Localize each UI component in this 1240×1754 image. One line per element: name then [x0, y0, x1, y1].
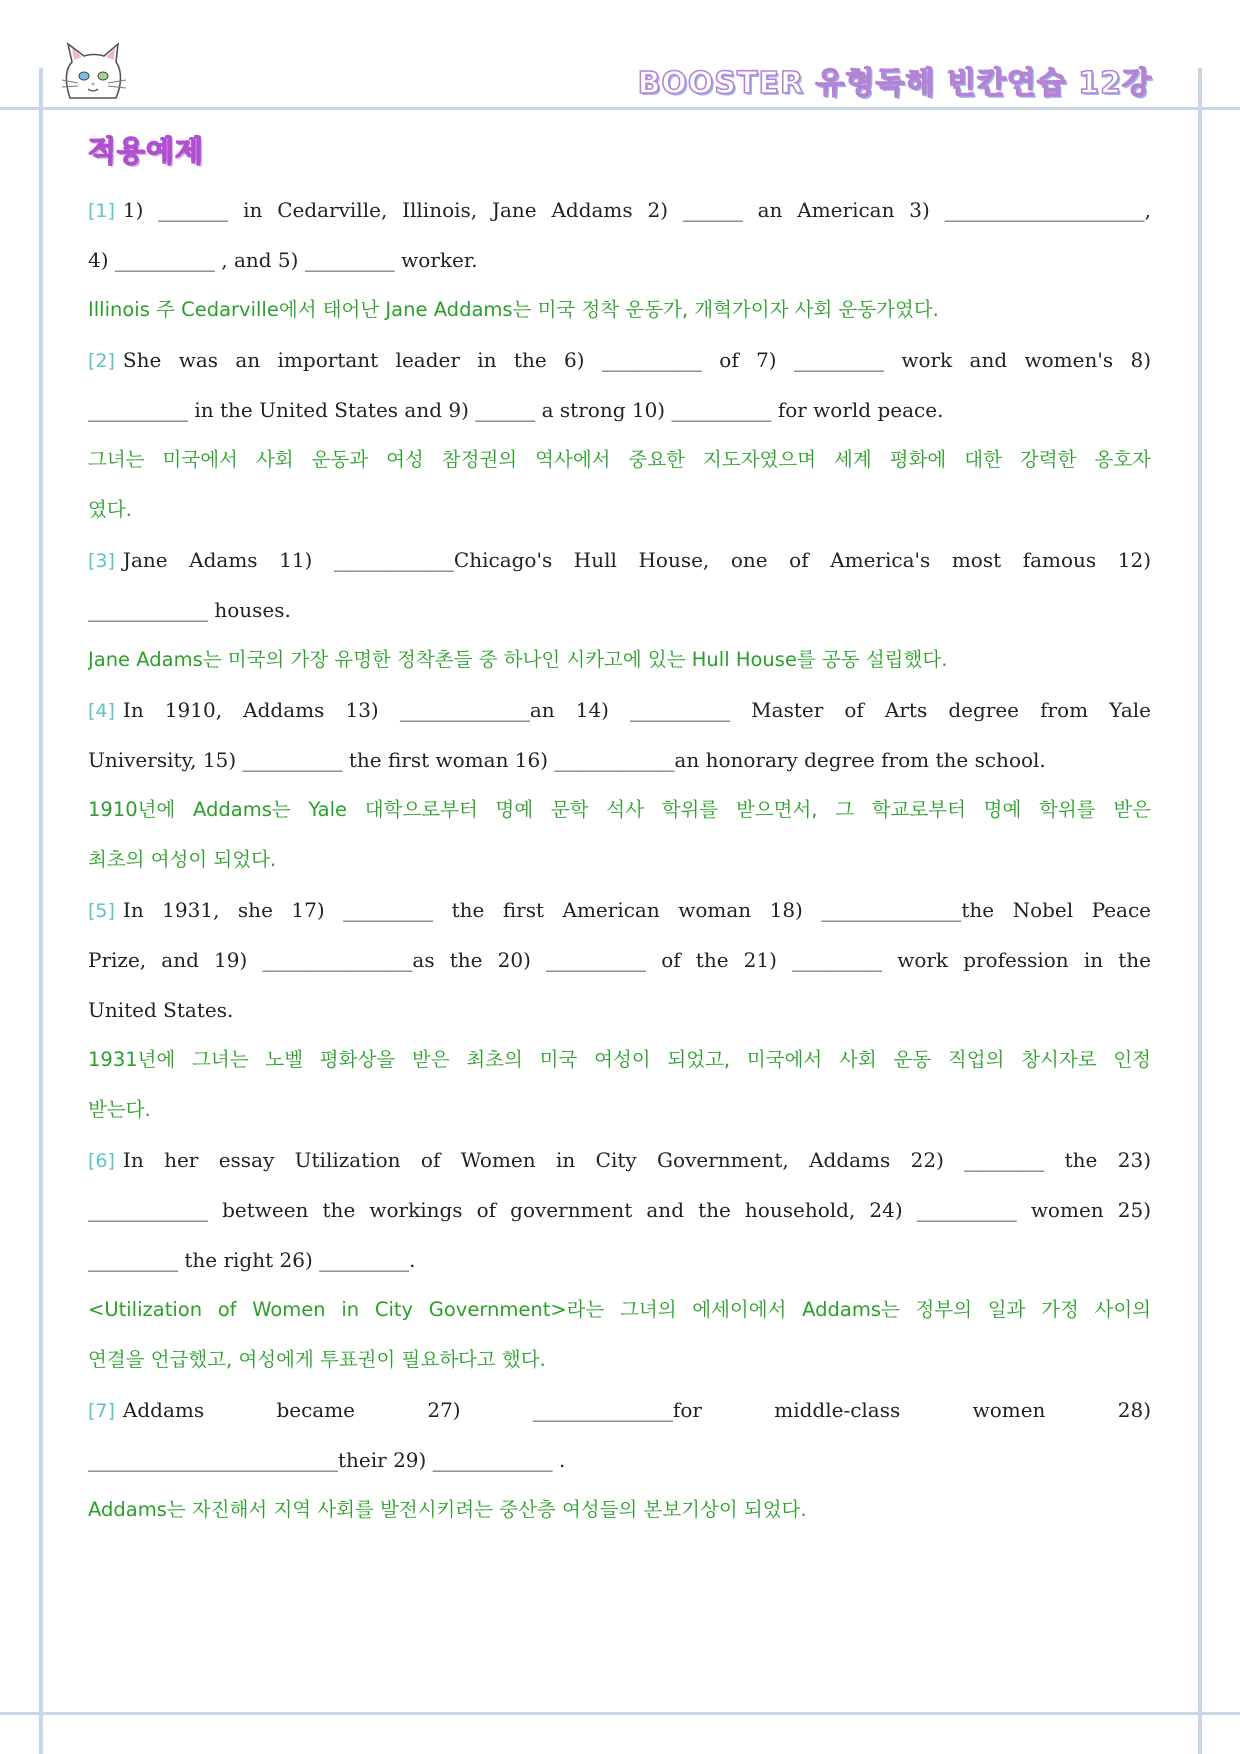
item-2-line-2: __________ in the United States and 9) ______ a strong 10) __________ for world peace.: [88, 398, 944, 422]
frame-left-rule: [39, 68, 43, 1754]
exercise-content: [88, 185, 1151, 1535]
item-5-text-1: In 1931, she 17) _________ the first American woman 18) ______________the Nobel Peace: [122, 898, 1151, 922]
item-4-translation-1: 1910년에 Addams는 Yale 대학으로부터 명예 문학 석사 학위를 받으면서, 그 학교로부터 명예 학위를 받은: [88, 798, 1151, 821]
item-6-text-1: In her essay Utilization of Women in City Government, Addams 22) ________ the 23): [122, 1148, 1151, 1172]
item-5-translation-2: 받는다.: [88, 1098, 151, 1121]
frame-bottom-rule: [0, 1712, 1240, 1715]
item-7-number: [7]: [88, 1400, 115, 1422]
item-5-line-1: [88, 885, 1151, 935]
item-7-translation-1: Addams는 자진해서 지역 사회를 발전시키려는 중산층 여성들의 본보기상이 되었다.: [88, 1498, 807, 1521]
item-4-translation-2: 최초의 여성이 되었다.: [88, 848, 277, 871]
item-1-number: [1]: [88, 200, 115, 222]
item-2-translation-1: 그녀는 미국에서 사회 운동과 여성 참정권의 역사에서 중요한 지도자였으며 세계 평화에 대한 강력한 옹호자: [88, 448, 1151, 471]
item-6-number: [6]: [88, 1150, 115, 1172]
item-5-number: [5]: [88, 900, 115, 922]
item-7-line-1: [88, 1385, 1151, 1435]
item-6-translation-2: 연결을 언급했고, 여성에게 투표권이 필요하다고 했다.: [88, 1348, 546, 1371]
item-3-number: [3]: [88, 550, 115, 572]
item-6-line-3: _________ the right 26) _________.: [88, 1248, 416, 1272]
item-2-number: [2]: [88, 350, 115, 372]
page-header-title: BOOSTER 유형독해 빈칸연습 12강: [637, 66, 1152, 101]
item-3-line-1: [88, 535, 1151, 585]
item-5-translation-1: 1931년에 그녀는 노벨 평화상을 받은 최초의 미국 여성이 되었고, 미국에서 사회 운동 직업의 창시자로 인정: [88, 1048, 1151, 1071]
item-4-text-1: In 1910, Addams 13) _____________an 14) __________ Master of Arts degree from Yale: [122, 698, 1151, 722]
item-5-line-2: Prize, and 19) _______________as the 20) __________ of the 21) _________ work profession in the: [88, 948, 1151, 972]
item-4-line-2: University, 15) __________ the first woman 16) ____________an honorary degree from the school.: [88, 748, 1046, 772]
item-6-translation-1: <Utilization of Women in City Government>라는 그녀의 에세이에서 Addams는 정부의 일과 가정 사이의: [88, 1298, 1151, 1321]
item-7-line-2: _________________________their 29) ____________ .: [88, 1448, 566, 1472]
item-5-line-3: United States.: [88, 998, 234, 1022]
item-4-number: [4]: [88, 700, 115, 722]
item-4-line-1: [88, 685, 1151, 735]
item-2-translation-2: 였다.: [88, 498, 132, 521]
item-1-translation-1: Illinois 주 Cedarville에서 태어난 Jane Addams는 미국 정착 운동가, 개혁가이자 사회 운동가였다.: [88, 298, 939, 321]
cat-logo-icon: [58, 40, 128, 106]
item-3-line-2: ____________ houses.: [88, 598, 291, 622]
item-7-text-1: Addams became 27) ______________for middle-class women 28): [122, 1398, 1151, 1422]
item-2-line-1: [88, 335, 1151, 385]
item-6-line-2: ____________ between the workings of government and the household, 24) __________ women 25): [88, 1198, 1151, 1222]
item-3-translation-1: Jane Adams는 미국의 가장 유명한 정착촌들 중 하나인 시카고에 있는 Hull House를 공동 설립했다.: [88, 648, 948, 671]
frame-right-rule: [1198, 68, 1202, 1754]
item-3-text-1: Jane Adams 11) ____________Chicago's Hull House, one of America's most famous 12): [122, 548, 1151, 572]
item-6-line-1: [88, 1135, 1151, 1185]
item-1-line-1: [88, 185, 1151, 235]
item-2-text-1: She was an important leader in the 6) __________ of 7) _________ work and women's 8): [122, 348, 1151, 372]
item-1-line-2: 4) __________ , and 5) _________ worker.: [88, 248, 478, 272]
item-1-text-1: 1) _______ in Cedarville, Illinois, Jane Addams 2) ______ an American 3) ____________________,: [122, 198, 1151, 222]
section-title: 적용예제: [88, 134, 205, 168]
frame-top-rule: [0, 107, 1240, 110]
